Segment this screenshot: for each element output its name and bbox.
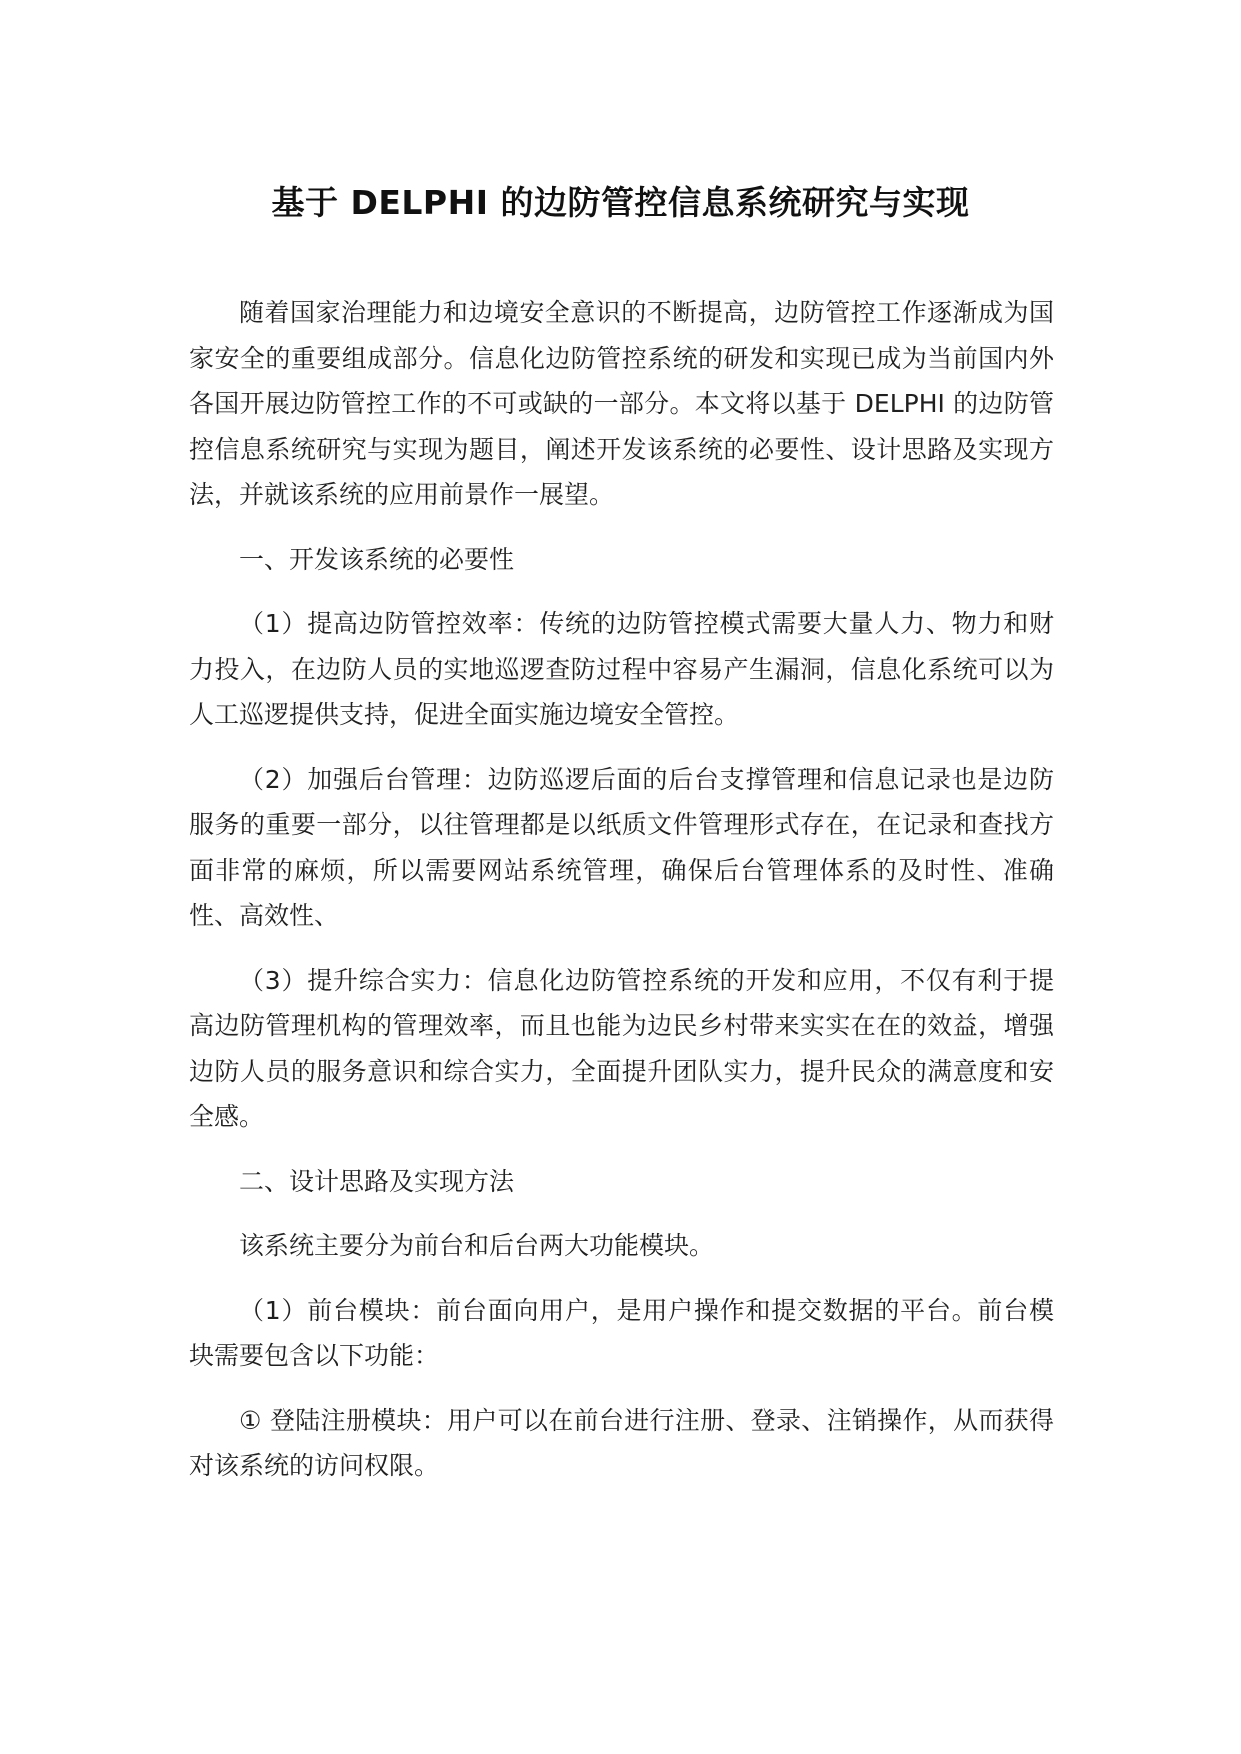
section-heading-design: 二、设计思路及实现方法 bbox=[239, 1166, 515, 1196]
paragraph-modules-overview: 该系统主要分为前台和后台两大功能模块。 bbox=[239, 1231, 715, 1260]
paragraph-backend-management: （2）加强后台管理：边防巡逻后面的后台支撑管理和信息记录也是边防服务的重要一部分，以往管理都是以纸质文件管理形式存在，在记录和查找方面非常的麻烦，所以需要网站系统管理，确保后台管理体系的及时性、准确性、高效性、 bbox=[189, 764, 1054, 930]
paragraph-efficiency: （1）提高边防管控效率：传统的边防管控模式需要大量人力、物力和财力投入，在边防人员的实地巡逻查防过程中容易产生漏洞，信息化系统可以为人工巡逻提供支持，促进全面实施边境安全管控。 bbox=[189, 609, 1054, 729]
paragraph-intro: 随着国家治理能力和边境安全意识的不断提高，边防管控工作逐渐成为国家安全的重要组成部分。信息化边防管控系统的研发和实现已成为当前国内外各国开展边防管控工作的不可或缺的一部分。本文将以基于 DELPHI 的边防管控信息系统研究与实现为题目，阐述开发该系统的必要性、设计思路及实现方法，并就该系统的应用前景作一展望。 bbox=[189, 298, 1054, 509]
document-title: 基于 DELPHI 的边防管控信息系统研究与实现 bbox=[271, 183, 970, 222]
paragraph-frontend-module: （1）前台模块：前台面向用户，是用户操作和提交数据的平台。前台模块需要包含以下功能： bbox=[189, 1295, 1054, 1370]
paragraph-overall-strength: （3）提升综合实力：信息化边防管控系统的开发和应用，不仅有利于提高边防管理机构的管理效率，而且也能为边民乡村带来实实在在的效益，增强边防人员的服务意识和综合实力，全面提升团队实力，提升民众的满意度和安全感。 bbox=[189, 965, 1054, 1131]
paragraph-login-module: ① 登陆注册模块：用户可以在前台进行注册、登录、注销操作，从而获得对该系统的访问权限。 bbox=[189, 1405, 1054, 1480]
document-body bbox=[189, 290, 1054, 1489]
section-heading-necessity: 一、开发该系统的必要性 bbox=[239, 544, 515, 574]
